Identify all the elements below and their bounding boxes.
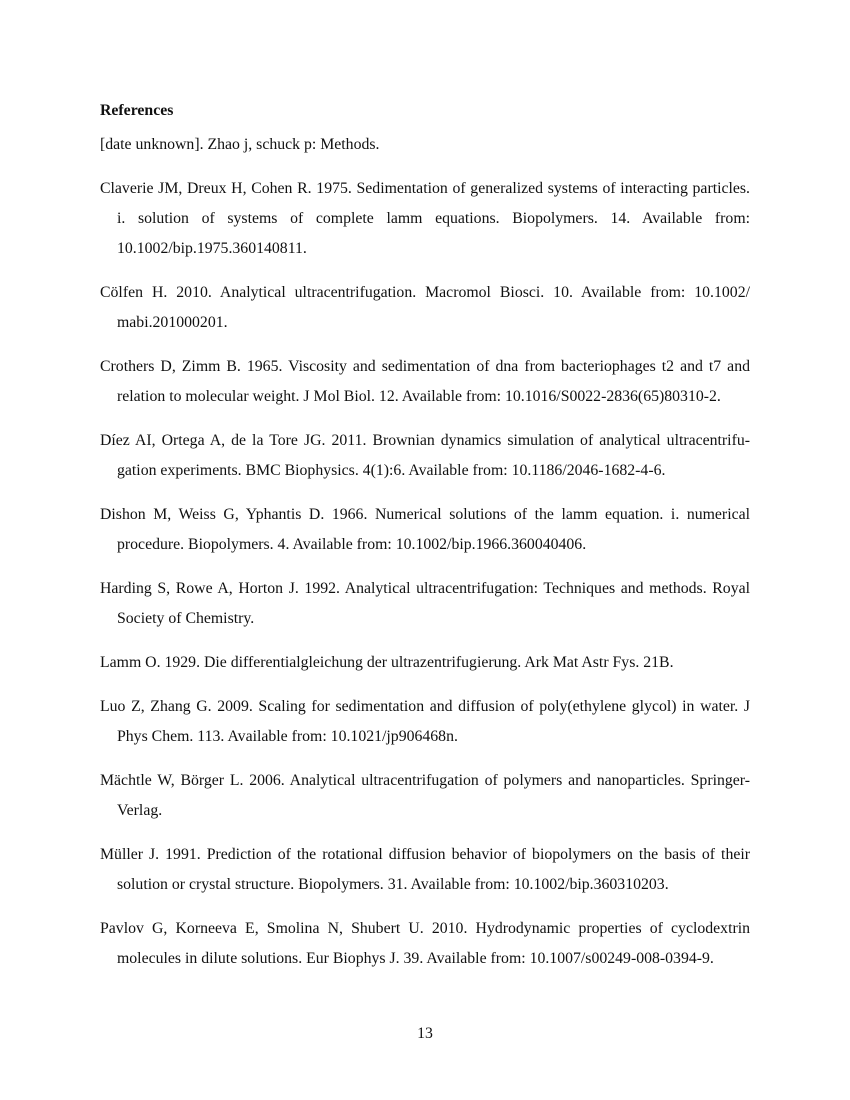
reference-item: Crothers D, Zimm B. 1965. Viscosity and sedimentation of dna from bacteriophages t2 and t7 and relation to molecular weight. J Mol Biol. 12. Available from: 10.1016/S0022-2836(65)80310-2.: [100, 358, 750, 405]
reference-item: Müller J. 1991. Prediction of the rotational diffusion behavior of biopolymers on the basis of their solution or crystal structure. Biopolymers. 31. Available from: 10.1002/bip.360310203.: [100, 846, 750, 893]
reference-item: Claverie JM, Dreux H, Cohen R. 1975. Sedimentation of generalized systems of interacting particles. i. solution of systems of complete lamm equations. Biopolymers. 14. Available from: 10.1002/bip.1975.360140811.: [100, 180, 750, 257]
reference-item: Mächtle W, Börger L. 2006. Analytical ultracentrifugation of polymers and nanoparticles. Springer-Verlag.: [100, 772, 750, 819]
reference-item: Dishon M, Weiss G, Yphantis D. 1966. Numerical solutions of the lamm equation. i. numerical procedure. Biopolymers. 4. Available from: 10.1002/bip.1966.360040406.: [100, 506, 750, 553]
references-section: [100, 100, 750, 988]
reference-item: Cölfen H. 2010. Analytical ultracentrifugation. Macromol Biosci. 10. Available from: 10.1002/​mabi.201000201.: [100, 284, 750, 331]
reference-item: Díez AI, Ortega A, de la Tore JG. 2011. Brownian dynamics simulation of analytical ultracentrifugation experiments. BMC Biophysics. 4(1):6. Available from: 10.1186/2046-1682-4-6.: [100, 432, 750, 479]
reference-item: Lamm O. 1929. Die differentialgleichung der ultrazentrifugierung. Ark Mat Astr Fys. 21B.: [100, 654, 674, 671]
page-number: 13: [417, 1025, 433, 1042]
section-heading: References: [100, 102, 174, 119]
reference-item: Pavlov G, Korneeva E, Smolina N, Shubert U. 2010. Hydrodynamic properties of cyclodextrin molecules in dilute solutions. Eur Biophys J. 39. Available from: 10.1007/s00249-008-0394-9.: [100, 920, 750, 967]
reference-item: [date unknown]. Zhao j, schuck p: Methods.: [100, 136, 380, 153]
reference-list: [100, 130, 750, 974]
reference-item: Luo Z, Zhang G. 2009. Scaling for sedimentation and diffusion of poly(ethylene glycol) in water. J Phys Chem. 113. Available from: 10.1021/jp906468n.: [100, 698, 750, 745]
reference-item: Harding S, Rowe A, Horton J. 1992. Analytical ultracentrifugation: Techniques and methods. Royal Society of Chemistry.: [100, 580, 750, 627]
